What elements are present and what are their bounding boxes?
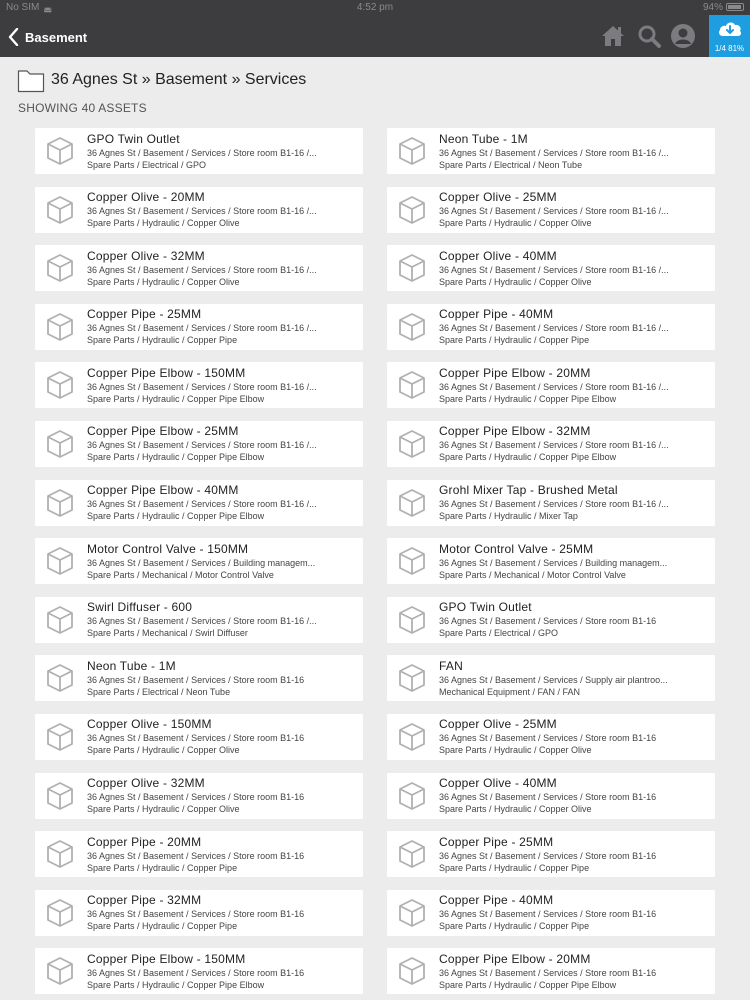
asset-location: 36 Agnes St / Basement / Services / Store room B1-16 /... — [87, 616, 317, 627]
asset-location: 36 Agnes St / Basement / Services / Store room B1-16 — [439, 850, 657, 861]
asset-location: 36 Agnes St / Basement / Services / Store room B1-16 /... — [87, 323, 317, 334]
asset-title: Copper Olive - 32MM — [87, 776, 205, 791]
asset-count: SHOWING 40 ASSETS — [18, 101, 147, 115]
asset-category: Spare Parts / Hydraulic / Copper Pipe Elbow — [87, 393, 265, 404]
box-icon — [387, 362, 437, 408]
asset-category: Spare Parts / Hydraulic / Copper Pipe — [439, 921, 590, 932]
asset-card[interactable] — [387, 187, 715, 233]
box-icon — [387, 245, 437, 291]
asset-title: Neon Tube - 1M — [87, 658, 176, 673]
asset-title: FAN — [439, 658, 463, 673]
cloud-download-icon — [717, 19, 743, 39]
asset-card[interactable] — [387, 421, 715, 467]
asset-location: 36 Agnes St / Basement / Services / Store room B1-16 /... — [439, 206, 669, 217]
asset-location: 36 Agnes St / Basement / Services / Store room B1-16 — [439, 909, 657, 920]
asset-location: 36 Agnes St / Basement / Services / Store room B1-16 — [439, 967, 657, 978]
asset-card[interactable] — [387, 655, 715, 701]
asset-title: Copper Pipe - 32MM — [87, 893, 202, 908]
chevron-left-icon — [8, 28, 19, 46]
asset-category: Spare Parts / Hydraulic / Copper Pipe — [87, 921, 238, 932]
box-icon — [35, 538, 85, 584]
asset-category: Spare Parts / Mechanical / Motor Control Valve — [439, 569, 626, 580]
asset-location: 36 Agnes St / Basement / Services / Store room B1-16 — [87, 850, 305, 861]
asset-location: 36 Agnes St / Basement / Services / Store room B1-16 — [87, 792, 305, 803]
asset-card[interactable] — [387, 538, 715, 584]
asset-category: Mechanical Equipment / FAN / FAN — [439, 686, 581, 697]
asset-location: 36 Agnes St / Basement / Services / Store room B1-16 — [439, 616, 657, 627]
asset-title: Motor Control Valve - 25MM — [439, 541, 594, 556]
box-icon — [387, 304, 437, 350]
asset-card-body — [85, 600, 317, 639]
asset-card-body — [437, 307, 669, 346]
asset-card[interactable] — [387, 304, 715, 350]
asset-category: Spare Parts / Hydraulic / Copper Pipe Elbow — [439, 393, 617, 404]
box-icon — [387, 714, 437, 760]
box-icon — [387, 773, 437, 819]
carrier-label: No SIM — [6, 2, 40, 13]
asset-category: Spare Parts / Hydraulic / Copper Pipe Elbow — [87, 979, 265, 990]
box-icon — [387, 890, 437, 936]
asset-card[interactable] — [35, 538, 363, 584]
asset-card-body — [85, 190, 317, 229]
breadcrumb-path: 36 Agnes St » Basement » Services — [51, 71, 307, 88]
asset-title: Grohl Mixer Tap - Brushed Metal — [439, 483, 618, 498]
box-icon — [35, 831, 85, 877]
asset-location: 36 Agnes St / Basement / Services / Store room B1-16 /... — [439, 499, 669, 510]
back-button[interactable] — [8, 25, 87, 49]
asset-card-body — [85, 307, 317, 346]
asset-category: Spare Parts / Hydraulic / Copper Pipe — [439, 862, 590, 873]
asset-card[interactable] — [35, 362, 363, 408]
asset-card-body — [437, 366, 669, 405]
asset-card-body — [85, 893, 304, 932]
asset-location: 36 Agnes St / Basement / Services / Store room B1-16 /... — [87, 499, 317, 510]
asset-title: Copper Olive - 20MM — [87, 190, 205, 205]
asset-location: 36 Agnes St / Basement / Services / Store room B1-16 — [87, 733, 305, 744]
box-icon — [387, 655, 437, 701]
asset-category: Spare Parts / Electrical / GPO — [87, 159, 207, 170]
box-icon — [35, 480, 85, 526]
asset-location: 36 Agnes St / Basement / Services / Store room B1-16 — [87, 674, 305, 685]
asset-card-body — [437, 542, 667, 581]
sync-button[interactable] — [709, 15, 750, 57]
asset-card-body — [437, 249, 669, 288]
asset-card[interactable] — [35, 831, 363, 877]
asset-card[interactable] — [35, 948, 363, 994]
asset-card[interactable] — [387, 831, 715, 877]
asset-card[interactable] — [387, 948, 715, 994]
asset-card[interactable] — [387, 245, 715, 291]
asset-card[interactable] — [387, 714, 715, 760]
breadcrumb — [17, 66, 306, 94]
asset-card-body — [437, 893, 656, 932]
asset-card-body — [85, 483, 317, 522]
asset-location: 36 Agnes St / Basement / Services / Store room B1-16 /... — [87, 381, 317, 392]
asset-category: Spare Parts / Hydraulic / Copper Olive — [87, 804, 240, 815]
box-icon — [387, 128, 437, 174]
asset-location: 36 Agnes St / Basement / Services / Building managem... — [87, 557, 316, 568]
asset-card[interactable] — [35, 187, 363, 233]
asset-card[interactable] — [35, 597, 363, 643]
asset-title: GPO Twin Outlet — [87, 131, 180, 146]
asset-card-body — [437, 776, 656, 815]
asset-title: Copper Pipe - 25MM — [439, 834, 554, 849]
home-icon[interactable] — [600, 23, 626, 49]
asset-grid — [35, 128, 715, 994]
asset-card[interactable] — [35, 128, 363, 174]
asset-title: Copper Pipe Elbow - 150MM — [87, 365, 246, 380]
asset-title: Copper Pipe Elbow - 25MM — [87, 424, 239, 439]
asset-location: 36 Agnes St / Basement / Services / Store room B1-16 — [87, 967, 305, 978]
asset-card-body — [85, 249, 317, 288]
asset-title: Copper Olive - 25MM — [439, 190, 557, 205]
box-icon — [35, 890, 85, 936]
asset-category: Spare Parts / Hydraulic / Copper Pipe — [439, 335, 590, 346]
asset-category: Spare Parts / Hydraulic / Copper Olive — [87, 218, 240, 229]
asset-location: 36 Agnes St / Basement / Services / Store room B1-16 /... — [439, 147, 669, 158]
asset-category: Spare Parts / Hydraulic / Copper Pipe — [87, 335, 238, 346]
asset-card[interactable] — [35, 773, 363, 819]
box-icon — [35, 304, 85, 350]
asset-category: Spare Parts / Electrical / Neon Tube — [87, 686, 231, 697]
asset-location: 36 Agnes St / Basement / Services / Store room B1-16 /... — [87, 264, 317, 275]
battery-status — [703, 2, 744, 13]
asset-card-body — [437, 483, 669, 522]
asset-card-body — [437, 600, 656, 639]
asset-location: 36 Agnes St / Basement / Services / Store room B1-16 /... — [439, 440, 669, 451]
asset-title: Neon Tube - 1M — [439, 131, 528, 146]
asset-card-body — [437, 424, 669, 463]
asset-card[interactable] — [35, 890, 363, 936]
asset-location: 36 Agnes St / Basement / Services / Store room B1-16 — [87, 909, 305, 920]
asset-category: Spare Parts / Hydraulic / Copper Pipe Elbow — [87, 511, 265, 522]
asset-category: Spare Parts / Mechanical / Motor Control Valve — [87, 569, 274, 580]
asset-card[interactable] — [387, 597, 715, 643]
box-icon — [35, 714, 85, 760]
asset-title: Swirl Diffuser - 600 — [87, 600, 193, 615]
box-icon — [387, 597, 437, 643]
sync-progress: 1/4 81% — [714, 44, 745, 53]
asset-card-body — [437, 659, 668, 698]
asset-category: Spare Parts / Hydraulic / Copper Pipe — [87, 862, 238, 873]
box-icon — [387, 421, 437, 467]
asset-location: 36 Agnes St / Basement / Services / Store room B1-16 — [439, 733, 657, 744]
asset-card-body — [85, 952, 304, 991]
asset-card-body — [437, 190, 669, 229]
asset-card-body — [85, 776, 304, 815]
asset-card[interactable] — [35, 714, 363, 760]
asset-category: Spare Parts / Hydraulic / Copper Pipe Elbow — [439, 979, 617, 990]
asset-card[interactable] — [35, 245, 363, 291]
asset-card[interactable] — [387, 128, 715, 174]
box-icon — [387, 948, 437, 994]
asset-card[interactable] — [35, 655, 363, 701]
asset-location: 36 Agnes St / Basement / Services / Store room B1-16 /... — [439, 323, 669, 334]
asset-card-body — [85, 424, 317, 463]
asset-title: Copper Olive - 150MM — [87, 717, 212, 732]
asset-category: Spare Parts / Mechanical / Swirl Diffuser — [87, 628, 248, 639]
box-icon — [387, 831, 437, 877]
asset-title: Motor Control Valve - 150MM — [87, 541, 249, 556]
asset-card-body — [437, 952, 656, 991]
asset-title: Copper Pipe Elbow - 150MM — [87, 951, 246, 966]
asset-card-body — [85, 542, 315, 581]
asset-category: Spare Parts / Electrical / GPO — [439, 628, 559, 639]
asset-location: 36 Agnes St / Basement / Services / Building managem... — [439, 557, 668, 568]
asset-card[interactable] — [387, 890, 715, 936]
asset-card-body — [437, 717, 656, 756]
asset-category: Spare Parts / Hydraulic / Copper Olive — [439, 745, 592, 756]
asset-card[interactable] — [387, 362, 715, 408]
profile-icon[interactable] — [670, 23, 696, 49]
box-icon — [35, 948, 85, 994]
asset-card[interactable] — [387, 773, 715, 819]
box-icon — [387, 538, 437, 584]
box-icon — [35, 362, 85, 408]
asset-location: 36 Agnes St / Basement / Services / Supply air plantroo... — [439, 674, 668, 685]
box-icon — [35, 421, 85, 467]
asset-title: Copper Olive - 40MM — [439, 776, 557, 791]
asset-title: Copper Pipe - 25MM — [87, 307, 202, 322]
asset-title: Copper Pipe - 40MM — [439, 893, 554, 908]
asset-category: Spare Parts / Hydraulic / Copper Olive — [87, 745, 240, 756]
asset-location: 36 Agnes St / Basement / Services / Store room B1-16 /... — [87, 147, 317, 158]
asset-title: Copper Olive - 40MM — [439, 248, 557, 263]
box-icon — [387, 187, 437, 233]
asset-card[interactable] — [35, 480, 363, 526]
asset-category: Spare Parts / Electrical / Neon Tube — [439, 159, 583, 170]
search-icon[interactable] — [636, 23, 662, 49]
battery-percent: 94% — [702, 2, 723, 13]
box-icon — [35, 245, 85, 291]
asset-category: Spare Parts / Hydraulic / Copper Pipe Elbow — [439, 452, 617, 463]
battery-icon — [726, 3, 744, 11]
box-icon — [35, 597, 85, 643]
asset-location: 36 Agnes St / Basement / Services / Store room B1-16 /... — [439, 381, 669, 392]
wifi-icon: ◛ — [43, 2, 53, 12]
asset-title: Copper Pipe Elbow - 32MM — [439, 424, 591, 439]
asset-card[interactable] — [387, 480, 715, 526]
asset-card-body — [437, 835, 656, 874]
asset-category: Spare Parts / Hydraulic / Copper Olive — [439, 276, 592, 287]
asset-title: Copper Pipe Elbow - 20MM — [439, 951, 591, 966]
asset-location: 36 Agnes St / Basement / Services / Store room B1-16 /... — [439, 264, 669, 275]
asset-card-body — [85, 659, 304, 698]
clock: 4:52 pm — [356, 2, 394, 13]
asset-category: Spare Parts / Hydraulic / Copper Olive — [87, 276, 240, 287]
folder-icon — [17, 67, 45, 93]
asset-title: Copper Olive - 25MM — [439, 717, 557, 732]
asset-category: Spare Parts / Hydraulic / Copper Olive — [439, 218, 592, 229]
box-icon — [35, 655, 85, 701]
status-bar — [0, 0, 750, 15]
box-icon — [35, 128, 85, 174]
asset-card-body — [85, 835, 304, 874]
asset-title: GPO Twin Outlet — [439, 600, 532, 615]
box-icon — [387, 480, 437, 526]
asset-card[interactable] — [35, 304, 363, 350]
asset-card-body — [85, 366, 317, 405]
asset-category: Spare Parts / Hydraulic / Copper Olive — [439, 804, 592, 815]
asset-card-body — [85, 717, 304, 756]
nav-bar — [0, 15, 750, 57]
asset-card[interactable] — [35, 421, 363, 467]
asset-title: Copper Pipe - 20MM — [87, 834, 202, 849]
asset-location: 36 Agnes St / Basement / Services / Store room B1-16 — [439, 792, 657, 803]
asset-location: 36 Agnes St / Basement / Services / Store room B1-16 /... — [87, 206, 317, 217]
asset-title: Copper Pipe Elbow - 20MM — [439, 365, 591, 380]
asset-title: Copper Pipe - 40MM — [439, 307, 554, 322]
asset-category: Spare Parts / Hydraulic / Mixer Tap — [439, 511, 578, 522]
asset-card-body — [437, 132, 669, 171]
asset-title: Copper Pipe Elbow - 40MM — [87, 483, 239, 498]
box-icon — [35, 187, 85, 233]
asset-category: Spare Parts / Hydraulic / Copper Pipe Elbow — [87, 452, 265, 463]
asset-title: Copper Olive - 32MM — [87, 248, 205, 263]
back-label: Basement — [25, 29, 88, 45]
asset-card-body — [85, 132, 317, 171]
box-icon — [35, 773, 85, 819]
asset-location: 36 Agnes St / Basement / Services / Store room B1-16 /... — [87, 440, 317, 451]
